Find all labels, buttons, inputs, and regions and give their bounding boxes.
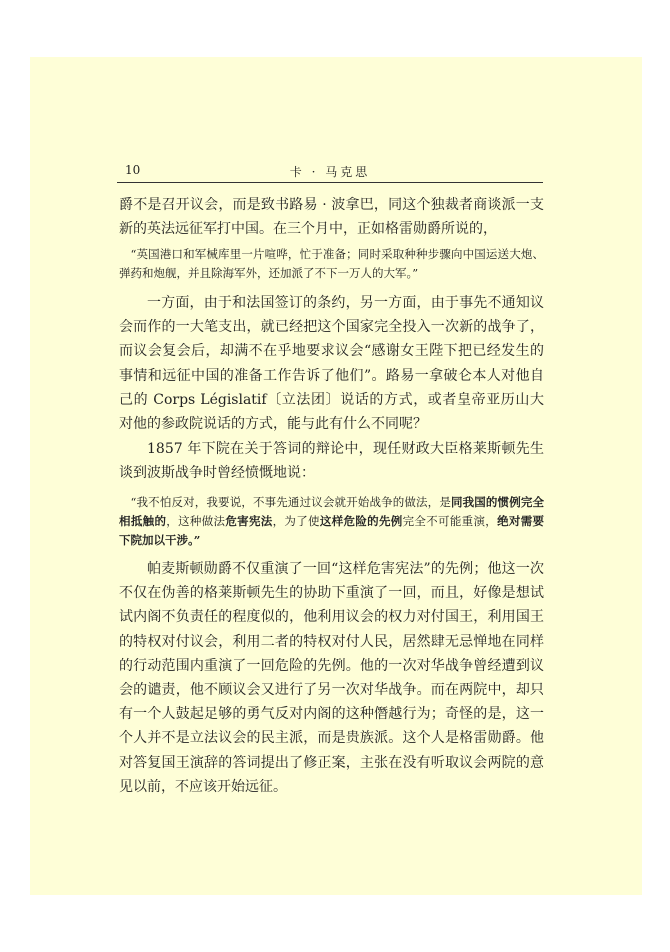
paragraph-continuation xyxy=(119,193,544,241)
quote-2 xyxy=(119,493,544,550)
running-title: 卡 · 马克思 xyxy=(289,165,371,179)
quote-2-emphasis-a: 同我国的惯例完全相抵触的 xyxy=(119,495,544,528)
quote-2-emphasis-h: 绝对需要下院加以干涉。” xyxy=(119,514,545,547)
quote-2-part-g: 完全不可能重演， xyxy=(402,514,498,528)
quote-2-emphasis-d: 危害宪法 xyxy=(225,514,273,528)
paragraph-block-3 xyxy=(119,437,544,485)
quote-2-part-c: ，这种做法 xyxy=(166,514,226,528)
quote-2-emphasis-f: 这样危险的先例 xyxy=(319,514,403,528)
quote-block-2 xyxy=(119,493,544,550)
page-header xyxy=(117,160,543,183)
quote-2-part-a: “我不怕反对，我要说，不事先通过议会就开始战争的做法，是 xyxy=(130,495,451,509)
quote-block-1 xyxy=(119,245,544,283)
paragraph-1: 爵不是召开议会，而是致书路易 · 波拿巴，同这个独裁者商谈派一支新的英法远征军打中国。在三个月中，正如格雷勋爵所说的， xyxy=(119,197,544,238)
quote-1: “英国港口和军械库里一片喧哗，忙于准备；同时采取种种步骤向中国运送大炮、弹药和炮舰，并且除海军外，还加派了不下一万人的大军。” xyxy=(119,247,544,280)
paragraph-3: 1857 年下院在关于答词的辩论中，现任财政大臣格莱斯顿先生谈到波斯战争时曾经愤慨地说： xyxy=(119,441,544,482)
paragraph-4: 帕麦斯顿勋爵不仅重演了一回“这样危害宪法”的先例；他这一次不仅在伪善的格莱斯顿先生的协助下重演了一回，而且，好像是想试试内阁不负责任的程度似的，他利用议会的权力对付国王，利用国王的特权对付议会，利用二者的特权对付人民，居然肆无忌惮地在同样的行动范围内重演了一回危险的先例。他的一次对华战争曾经遭到议会的谴责，他不顾议会又进行了另一次对华战争。而在两院中，却只有一个人鼓起足够的勇气反对内阁的这种僭越行为；奇怪的是，这一个人并不是立法议会的民主派，而是贵族派。这个人是格雷勋爵。他对答复国王演辞的答词提出了修正案，主张在没有听取议会两院的意见以前，不应该开始远征。 xyxy=(119,561,544,795)
paragraph-2: 一方面，由于和法国签订的条约，另一方面，由于事先不通知议会而作的一大笔支出，就已经把这个国家完全投入一次新的战争了，而议会复会后，却满不在乎地要求议会“感谢女王陛下把已经发生的事情和远征中国的准备工作告诉了他们”。路易一拿破仑本人对他自己的 Corps Législatif〔立法团〕说话的方式，或者皇帝亚历山大对他的参政院说话的方式，能与此有什么不同呢？ xyxy=(119,295,544,433)
quote-2-part-e: ，为了使 xyxy=(272,514,320,528)
page-number: 10 xyxy=(125,163,141,177)
paragraph-block-2 xyxy=(119,291,544,436)
paragraph-block-4 xyxy=(119,557,544,799)
